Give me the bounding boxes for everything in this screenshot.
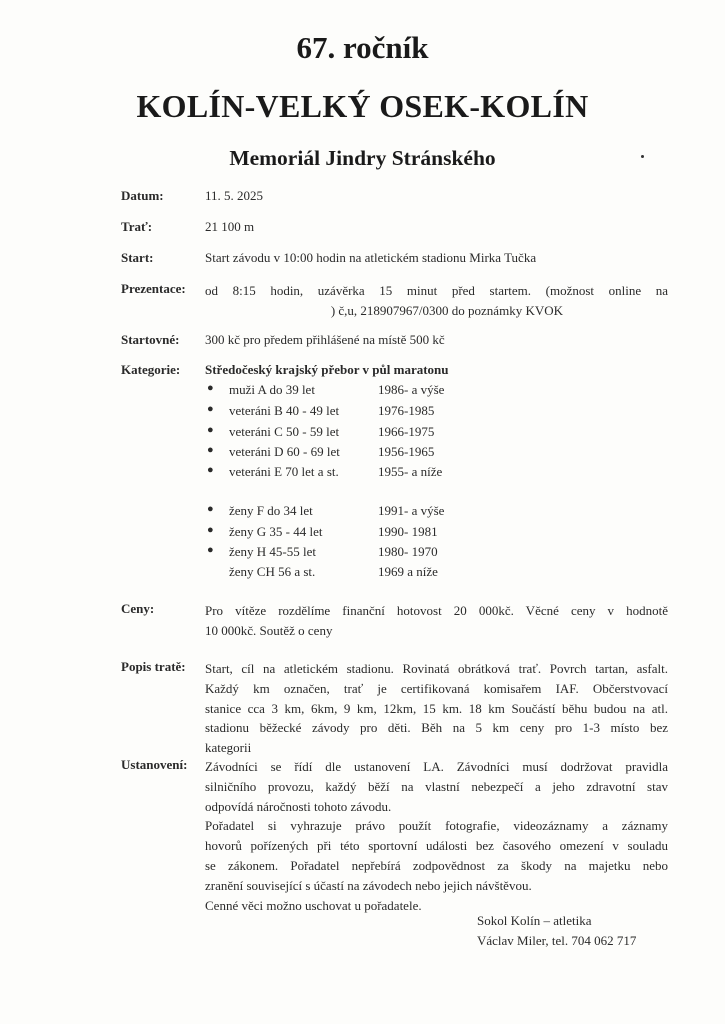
category-row xyxy=(205,382,505,402)
ceny-line: 10 000kč. Soutěž o ceny xyxy=(205,622,333,638)
ceny-line: Pro vítěze rozdělíme finanční hotovost 20 000kč. Věcné ceny v hodnotě xyxy=(205,603,668,618)
edition-heading: 67. ročník xyxy=(296,30,429,65)
bullet-icon: ● xyxy=(207,503,214,515)
category-years: 1980- 1970 xyxy=(378,544,438,559)
ustanoveni-line: zranění související s účastí na závodech nebo jejich návštěvou. xyxy=(205,877,532,893)
category-years: 1991- a výše xyxy=(378,503,445,518)
category-years: 1990- 1981 xyxy=(378,524,438,539)
bullet-icon: ● xyxy=(207,544,214,556)
category-row xyxy=(205,524,505,544)
category-years: 1966-1975 xyxy=(378,424,435,439)
ink-dot xyxy=(641,155,644,158)
category-name: veteráni B 40 - 49 let xyxy=(229,403,340,418)
memorial-subtitle: Memoriál Jindry Stránského xyxy=(229,146,496,170)
ceny-label: Ceny: xyxy=(121,601,155,616)
popis-label: Popis tratě: xyxy=(121,659,186,674)
signature-contact: Václav Miler, tel. 704 062 717 xyxy=(477,933,637,948)
bullet-icon: ● xyxy=(207,524,214,536)
category-row xyxy=(205,464,505,484)
datum-label: Datum: xyxy=(121,188,164,203)
ustanoveni-line: Závodníci se řídí dle ustanovení LA. Závodníci musí dodržovat pravidla xyxy=(205,759,668,774)
ustanoveni-text xyxy=(205,757,668,915)
bullet-icon: ● xyxy=(207,424,214,436)
prezentace-label: Prezentace: xyxy=(121,281,186,296)
ustanoveni-line: Pořadatel si vyhrazuje právo použít fotografie, videozáznamy a záznamy xyxy=(205,818,668,834)
bullet-icon: ● xyxy=(207,403,214,415)
category-years: 1976-1985 xyxy=(378,403,435,418)
route-title: KOLÍN-VELKÝ OSEK-KOLÍN xyxy=(136,88,589,124)
datum-value: 11. 5. 2025 xyxy=(205,188,264,203)
category-name: veteráni E 70 let a st. xyxy=(229,464,339,479)
ustanoveni-line: hovorů pořízených při této sportovní události bez časového omezení v souladu xyxy=(205,838,668,854)
trat-label: Trať: xyxy=(121,219,153,234)
category-row xyxy=(205,544,505,564)
category-years: 1969 a níže xyxy=(378,564,438,579)
prezentace-line: od 8:15 hodin, uzávěrka 15 minut před startem. (možnost online na xyxy=(205,283,668,298)
bullet-icon: ● xyxy=(207,382,214,394)
category-years: 1956-1965 xyxy=(378,444,435,459)
startovne-value: 300 kč pro předem přihlášené na místě 500 kč xyxy=(205,332,445,347)
ceny-text xyxy=(205,601,668,641)
ustanoveni-line: se zákonem. Pořadatel nepřebírá zodpovědnost za škody na majetku nebo xyxy=(205,857,668,873)
category-name: ženy CH 56 a st. xyxy=(229,564,316,579)
popis-line: stadionu běžecké závody pro děti. Běh na 5 km ceny pro 1-3 místo bez xyxy=(205,720,668,736)
ustanoveni-line: silničního provozu, každý běží na vlastní nebezpečí a jeho zdravotní stav xyxy=(205,778,668,794)
kategorie-title: Středočeský krajský přebor v půl maratonu xyxy=(205,362,449,377)
category-name: veteráni C 50 - 59 let xyxy=(229,424,340,439)
category-row xyxy=(205,424,505,444)
startovne-label: Startovné: xyxy=(121,332,180,347)
category-name: muži A do 39 let xyxy=(229,382,315,397)
bullet-icon: ● xyxy=(207,444,214,456)
trat-value: 21 100 m xyxy=(205,219,255,234)
popis-line: kategorii xyxy=(205,740,252,756)
ustanoveni-line: odpovídá náročnosti tohoto závodu. xyxy=(205,798,392,814)
category-name: ženy F do 34 let xyxy=(229,503,313,518)
category-row xyxy=(205,503,505,523)
ustanoveni-label: Ustanovení: xyxy=(121,757,188,772)
start-value: Start závodu v 10:00 hodin na atletickém stadionu Mirka Tučka xyxy=(205,250,537,265)
category-name: ženy G 35 - 44 let xyxy=(229,524,323,539)
signature-org: Sokol Kolín – atletika xyxy=(477,913,592,928)
start-label: Start: xyxy=(121,250,154,265)
popis-line: Start, cíl na atletickém stadionu. Rovinatá obrátková trať. Povrch tartan, asfalt. xyxy=(205,661,668,676)
popis-line: stanice cca 3 km, 6km, 9 km, 12km, 15 km. 18 km Součástí běhu budou na atl. xyxy=(205,700,668,716)
category-years: 1955- a níže xyxy=(378,464,443,479)
category-name: veteráni D 60 - 69 let xyxy=(229,444,340,459)
bullet-icon: ● xyxy=(207,464,214,476)
prezentace-line: ) č,u, 218907967/0300 do poznámky KVOK xyxy=(330,302,563,318)
ustanoveni-line: Cenné věci možno uschovat u pořadatele. xyxy=(205,897,422,913)
popis-line: Každý km označen, trať je certifikovaná komisařem IAF. Občerstvovací xyxy=(205,680,668,696)
kategorie-label: Kategorie: xyxy=(121,362,181,377)
category-years: 1986- a výše xyxy=(378,382,445,397)
prezentace-text xyxy=(205,281,668,321)
category-name: ženy H 45-55 let xyxy=(229,544,317,559)
category-row xyxy=(205,403,505,423)
popis-text xyxy=(205,659,668,758)
category-row xyxy=(205,564,505,584)
category-row xyxy=(205,444,505,464)
